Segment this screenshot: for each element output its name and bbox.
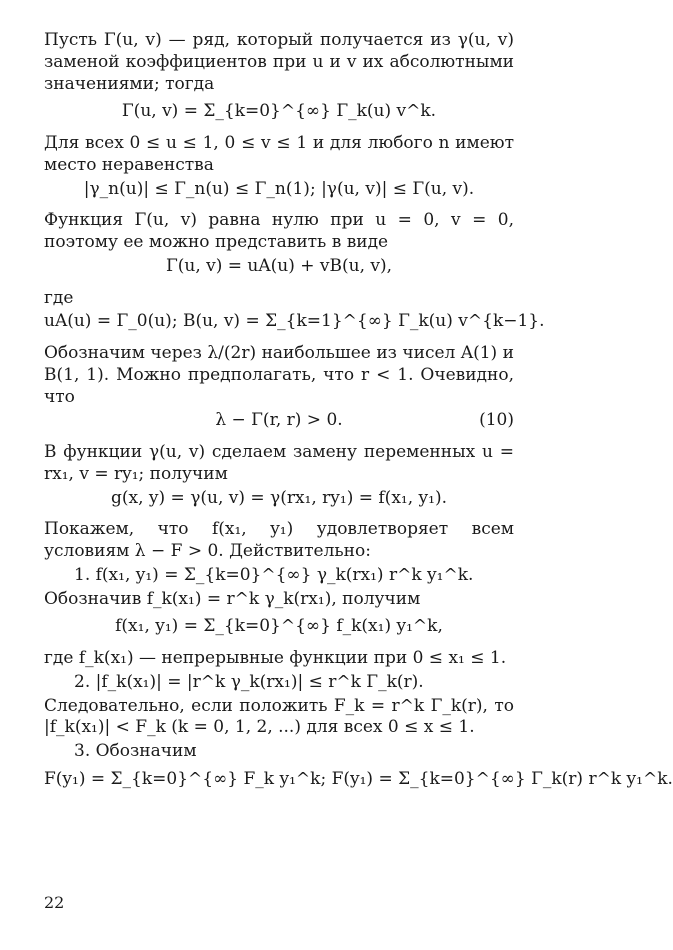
- equation-F-series: F(y₁) = Σ_{k=0}^{∞} F_k y₁^k; F(y₁) = Σ_{k=0}^{∞} Γ_k(r) r^k y₁^k.: [44, 768, 673, 789]
- equation-decomposition: Γ(u, v) = uA(u) + vB(u, v),: [165, 255, 393, 276]
- list-item-1: 1. f(x₁, y₁) = Σ_{k=0}^{∞} γ_k(rx₁) r^k y₁^k.: [74, 564, 474, 585]
- equation-definitions: uA(u) = Γ_0(u); B(u, v) = Σ_{k=1}^{∞} Γ_k(u) v^{k−1}.: [44, 311, 545, 332]
- equation-10: λ − Γ(r, r) > 0.: [215, 410, 343, 431]
- paragraph-4: Обозначим через λ/(2r) наибольшее из чисел A(1) и B(1, 1). Можно предполагать, что r < 1. Очевидно, что: [44, 343, 514, 407]
- paragraph-2: Для всех 0 ≤ u ≤ 1, 0 ≤ v ≤ 1 и для любого n имеют место неравенства: [44, 133, 514, 175]
- list-item-3: 3. Обозначим: [74, 741, 197, 761]
- page-number: 22: [44, 893, 65, 912]
- paragraph-7: Обозначив f_k(x₁) = r^k γ_k(rx₁), получим: [44, 588, 421, 609]
- paragraph-3: Функция Γ(u, v) равна нулю при u = 0, v = 0, поэтому ее можно представить в виде: [44, 210, 514, 252]
- paragraph-6: Покажем, что f(x₁, y₁) удовлетворяет всем условиям λ − F > 0. Действительно:: [44, 519, 514, 561]
- equation-f-series: f(x₁, y₁) = Σ_{k=0}^{∞} f_k(x₁) y₁^k,: [115, 616, 443, 637]
- paragraph-5: В функции γ(u, v) сделаем замену переменных u = rx₁, v = ry₁; получим: [44, 442, 514, 484]
- paragraph-8: где f_k(x₁) — непрерывные функции при 0 ≤ x₁ ≤ 1.: [44, 648, 507, 668]
- where-label: где: [44, 287, 74, 308]
- equation-gamma-series: Γ(u, v) = Σ_{k=0}^{∞} Γ_k(u) v^k.: [121, 101, 437, 122]
- list-item-2: 2. |f_k(x₁)| = |r^k γ_k(rx₁)| ≤ r^k Γ_k(r).: [74, 671, 424, 692]
- paragraph-9: Следовательно, если положить F_k = r^k Γ_k(r), то |f_k(x₁)| < F_k (k = 0, 1, 2, ...) для всех 0 ≤ x ≤ 1.: [44, 695, 514, 738]
- page-body: [44, 30, 673, 801]
- paragraph-1: Пусть Γ(u, v) — ряд, который получается из γ(u, v) заменой коэффициентов при u и v их абсолютными значениями; тогда: [44, 30, 514, 94]
- equation-number: (10): [479, 410, 514, 431]
- equation-substitution: g(x, y) = γ(u, v) = γ(rx₁, ry₁) = f(x₁, y₁).: [111, 487, 447, 508]
- equation-inequalities: |γ_n(u)| ≤ Γ_n(u) ≤ Γ_n(1); |γ(u, v)| ≤ Γ(u, v).: [83, 178, 475, 199]
- equation-10-row: [44, 410, 514, 432]
